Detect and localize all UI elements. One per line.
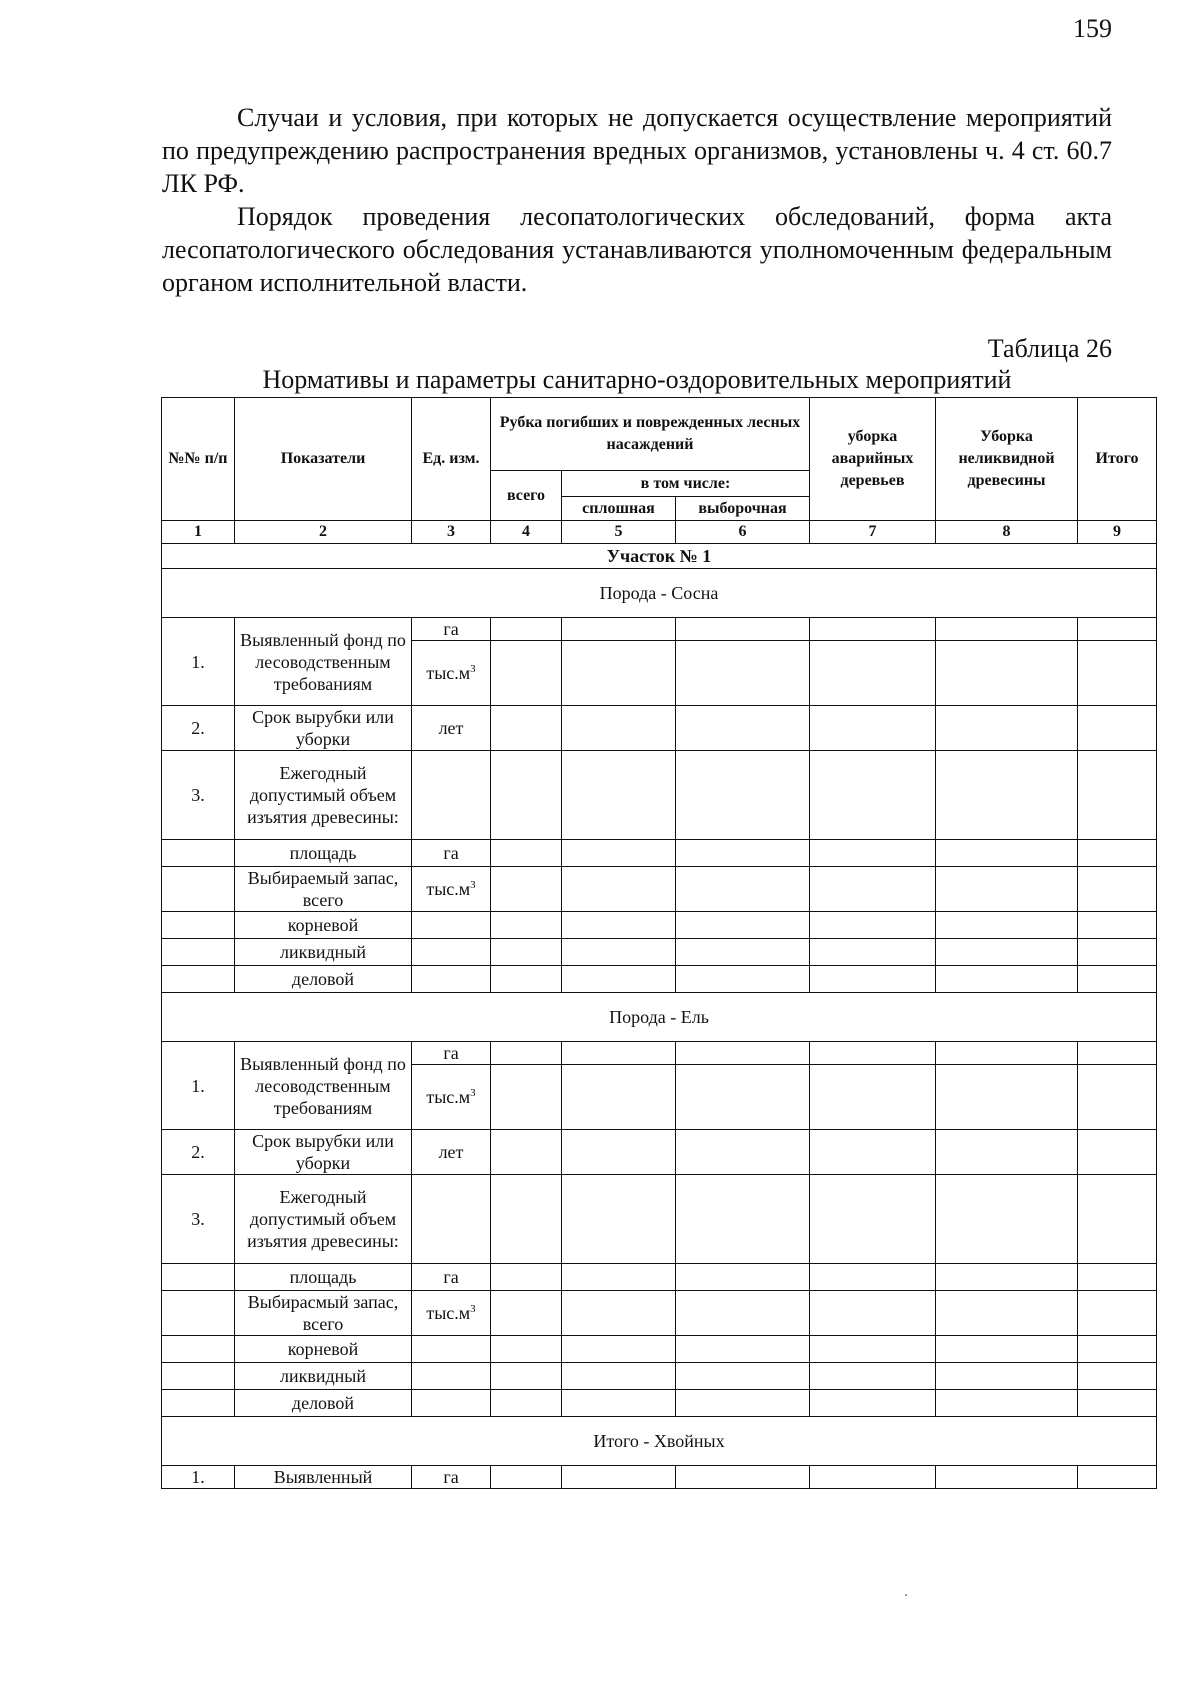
row-unit: га — [412, 618, 491, 641]
header-total: всего — [491, 471, 562, 521]
row-label: Срок вырубки или уборки — [235, 706, 412, 751]
row-label: Выявленный фонд по лесоводственным требованиям — [235, 618, 412, 706]
row-label: корневой — [235, 1336, 412, 1363]
row-label: площадь — [235, 1264, 412, 1291]
table-row — [162, 966, 1157, 993]
row-unit: лет — [412, 706, 491, 751]
row-label: Ежегодный допустимый объем изъятия древесины: — [235, 751, 412, 840]
header-row-1 — [162, 398, 1157, 471]
breed-title: Порода - Сосна — [162, 569, 1157, 618]
row-number: 3. — [162, 1175, 235, 1264]
col-number: 4 — [491, 521, 562, 544]
table-row — [162, 912, 1157, 939]
header-num: №№ п/п — [162, 398, 235, 521]
table-label: Таблица 26 — [987, 334, 1112, 363]
table-row — [162, 1363, 1157, 1390]
section-row — [162, 544, 1157, 569]
table-row — [162, 1291, 1157, 1336]
table-row — [162, 867, 1157, 912]
row-unit: га — [412, 1042, 491, 1065]
header-selective: выборочная — [676, 497, 810, 521]
row-label: ликвидный — [235, 939, 412, 966]
breed-title: Порода - Ель — [162, 993, 1157, 1042]
page-number: 159 — [1073, 14, 1112, 43]
row-number: 2. — [162, 706, 235, 751]
col-number: 7 — [810, 521, 936, 544]
row-label: деловой — [235, 1390, 412, 1417]
row-number: 3. — [162, 751, 235, 840]
header-emergency: уборка аварийных деревьев — [810, 398, 936, 521]
col-number: 8 — [936, 521, 1078, 544]
table-title: Нормативы и параметры санитарно-оздоровительных мероприятий — [262, 365, 1012, 394]
table-row — [162, 1130, 1157, 1175]
header-unit: Ед. изм. — [412, 398, 491, 521]
table-row — [162, 1390, 1157, 1417]
row-label: Выбирасмый запас, всего — [235, 1291, 412, 1336]
header-clear: сплошная — [562, 497, 676, 521]
row-label: Выбираемый запас, всего — [235, 867, 412, 912]
paragraph-conditions: Случаи и условия, при которых не допускается осуществление мероприятий по предупреждению распространения вредных организмов, установлены ч. 4 ст. 60.7 ЛК РФ. — [162, 103, 1112, 198]
row-unit: $тыс.м^3$ — [412, 1065, 491, 1130]
paragraph-procedure: Порядок проведения лесопатологических обследований, форма акта лесопатологического обследования устанавливаются уполномоченным федеральным органом исполнительной власти. — [162, 202, 1112, 297]
row-unit: $тыс.м^3$ — [412, 641, 491, 706]
row-unit: га — [412, 1264, 491, 1291]
table-row — [162, 939, 1157, 966]
table-row — [162, 1336, 1157, 1363]
row-unit: $тыс.м^3$ — [412, 867, 491, 912]
header-including: в том числе: — [562, 471, 810, 497]
row-number: 1. — [162, 1466, 235, 1489]
row-unit: га — [412, 1466, 491, 1489]
breed-row — [162, 993, 1157, 1042]
row-unit: $тыс.м^3$ — [412, 1291, 491, 1336]
row-number: 2. — [162, 1130, 235, 1175]
table-row — [162, 840, 1157, 867]
col-number: 6 — [676, 521, 810, 544]
breed-title: Итого - Хвойных — [162, 1417, 1157, 1466]
row-number: 1. — [162, 1042, 235, 1130]
table-row — [162, 751, 1157, 840]
row-label: ликвидный — [235, 1363, 412, 1390]
row-label: деловой — [235, 966, 412, 993]
header-indicators: Показатели — [235, 398, 412, 521]
header-illiquid: Уборка неликвидной древесины — [936, 398, 1078, 521]
table-row — [162, 706, 1157, 751]
scan-speck — [905, 1594, 907, 1596]
row-label: корневой — [235, 912, 412, 939]
section-title: Участок № 1 — [162, 544, 1157, 569]
row-unit: лет — [412, 1130, 491, 1175]
header-felling: Рубка погибших и поврежденных лесных насаждений — [491, 398, 810, 471]
col-number: 5 — [562, 521, 676, 544]
row-label: Срок вырубки или уборки — [235, 1130, 412, 1175]
col-number: 2 — [235, 521, 412, 544]
table-row — [162, 618, 1157, 641]
table-row — [162, 1264, 1157, 1291]
row-label: Выявленный — [235, 1466, 412, 1489]
col-number: 3 — [412, 521, 491, 544]
column-numbers-row — [162, 521, 1157, 544]
table-row — [162, 1466, 1157, 1489]
sanitary-measures-table — [161, 397, 1157, 1489]
header-itogo: Итого — [1078, 398, 1157, 521]
table-row — [162, 1042, 1157, 1065]
row-number: 1. — [162, 618, 235, 706]
table-row — [162, 1175, 1157, 1264]
col-number: 1 — [162, 521, 235, 544]
row-label: Ежегодный допустимый объем изъятия древесины: — [235, 1175, 412, 1264]
row-unit: га — [412, 840, 491, 867]
col-number: 9 — [1078, 521, 1157, 544]
breed-row — [162, 569, 1157, 618]
row-label: Выявленный фонд по лесоводственным требованиям — [235, 1042, 412, 1130]
breed-row — [162, 1417, 1157, 1466]
row-label: площадь — [235, 840, 412, 867]
